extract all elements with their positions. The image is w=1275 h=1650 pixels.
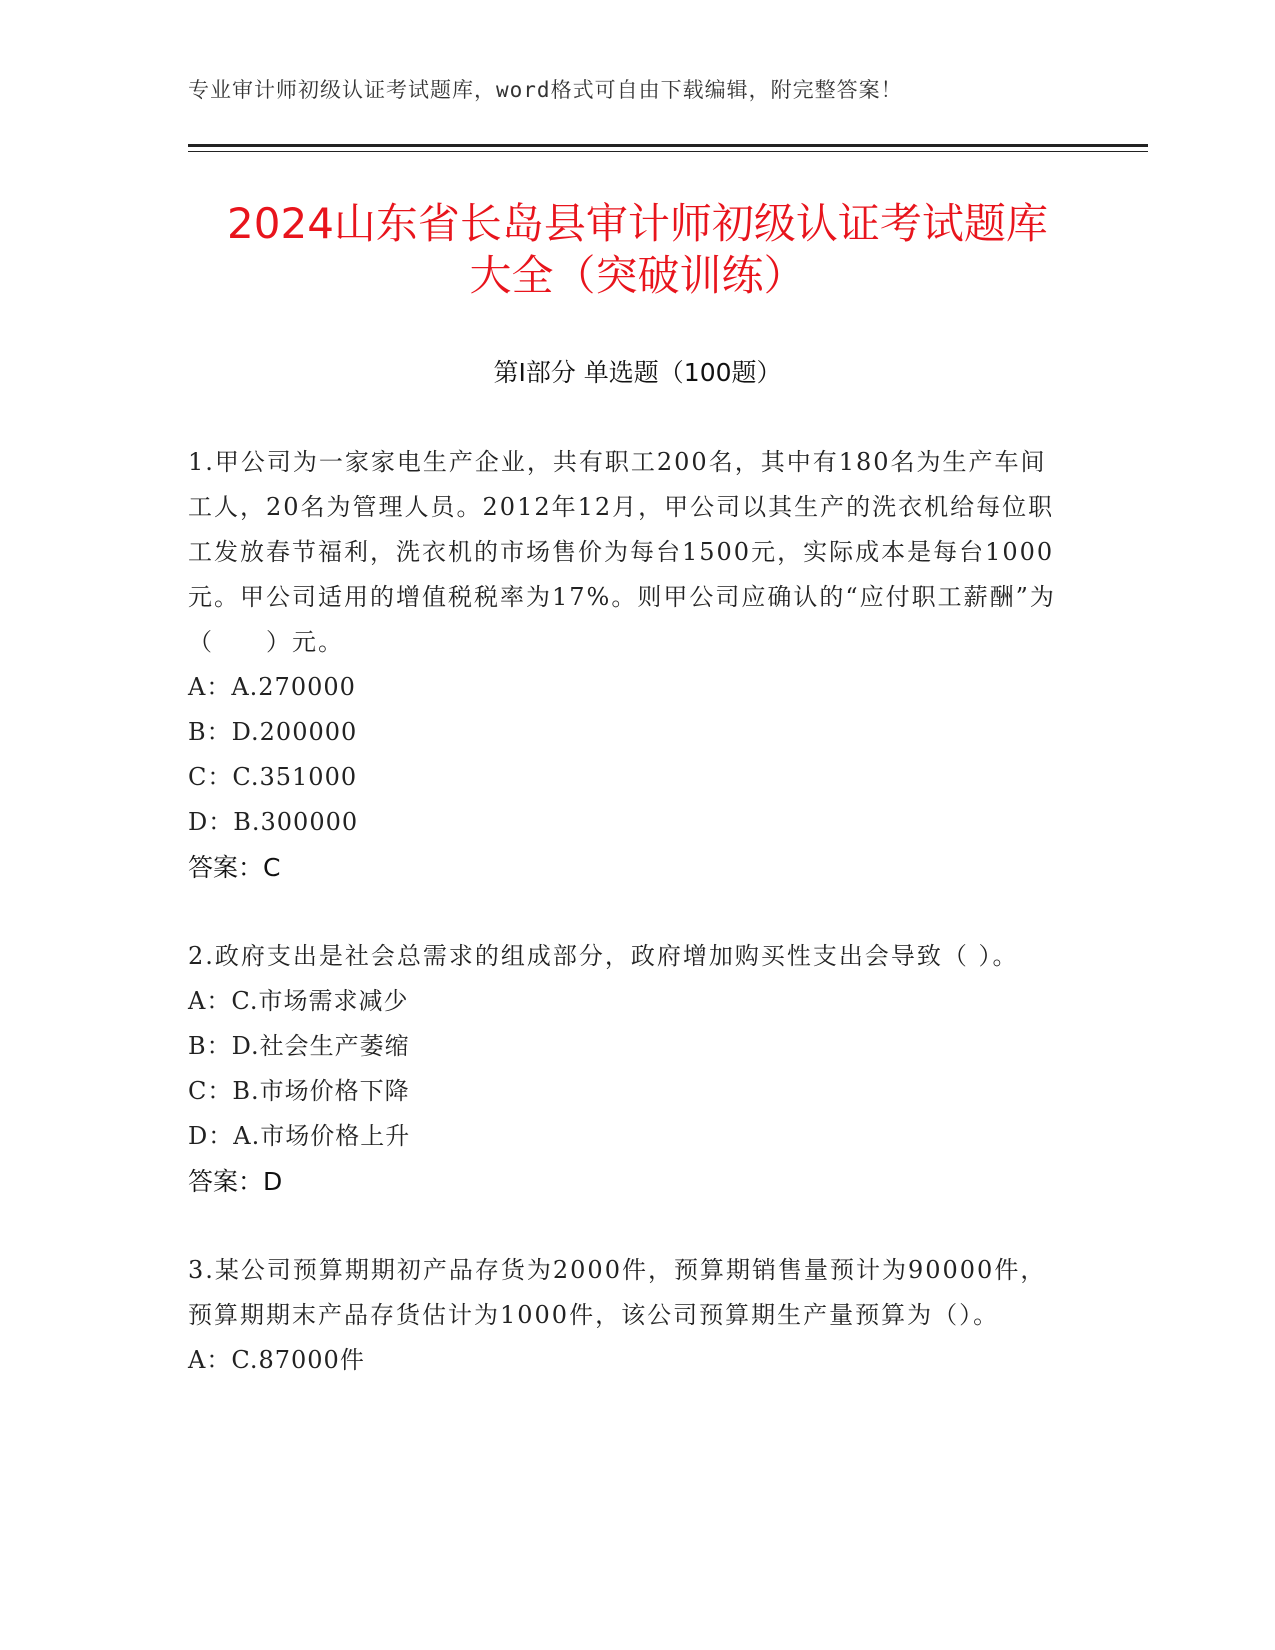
header-rule-thin [188, 151, 1148, 152]
question-2 [188, 934, 1068, 1204]
option-d: D：A.市场价格上升 [188, 1122, 411, 1150]
option-a: A：C.87000件 [188, 1346, 365, 1374]
answer: 答案：D [188, 1167, 283, 1196]
option-c: C：B.市场价格下降 [188, 1077, 410, 1105]
header-note: 专业审计师初级认证考试题库，word格式可自由下载编辑，附完整答案！ [188, 78, 903, 102]
title-line-1: 2024山东省长岛县审计师初级认证考试题库 [227, 199, 1048, 248]
question-1 [188, 440, 1068, 890]
question-3 [188, 1248, 1068, 1383]
option-a: A：A.270000 [188, 673, 356, 701]
option-a: A：C.市场需求减少 [188, 987, 409, 1015]
header-rule-thick [188, 144, 1148, 147]
section-title: 第Ⅰ部分 单选题（100题） [493, 358, 782, 387]
question-stem: 2.政府支出是社会总需求的组成部分，政府增加购买性支出会导致（ ）。 [188, 942, 1019, 970]
question-stem: 1.甲公司为一家家电生产企业，共有职工200名，其中有180名为生产车间工人，20名为管理人员。2012年12月，甲公司以其生产的洗衣机给每位职工发放春节福利，洗衣机的市场售价为每台1500元，实际成本是每台1000元。甲公司适用的增值税税率为17%。则甲公司应确认的“应付职工薪酬”为（ ）元。 [188, 448, 1056, 656]
title-line-2: 大全（突破训练） [469, 251, 806, 300]
option-b: B：D.社会生产萎缩 [188, 1032, 410, 1060]
option-c: C：C.351000 [188, 763, 358, 791]
option-b: B：D.200000 [188, 718, 358, 746]
question-list [188, 440, 1068, 1427]
document-title [140, 198, 1135, 302]
question-stem: 3.某公司预算期期初产品存货为2000件，预算期销售量预计为90000件，预算期期末产品存货估计为1000件，该公司预算期生产量预算为（）。 [188, 1256, 1047, 1329]
answer: 答案：C [188, 853, 281, 882]
option-d: D：B.300000 [188, 808, 359, 836]
